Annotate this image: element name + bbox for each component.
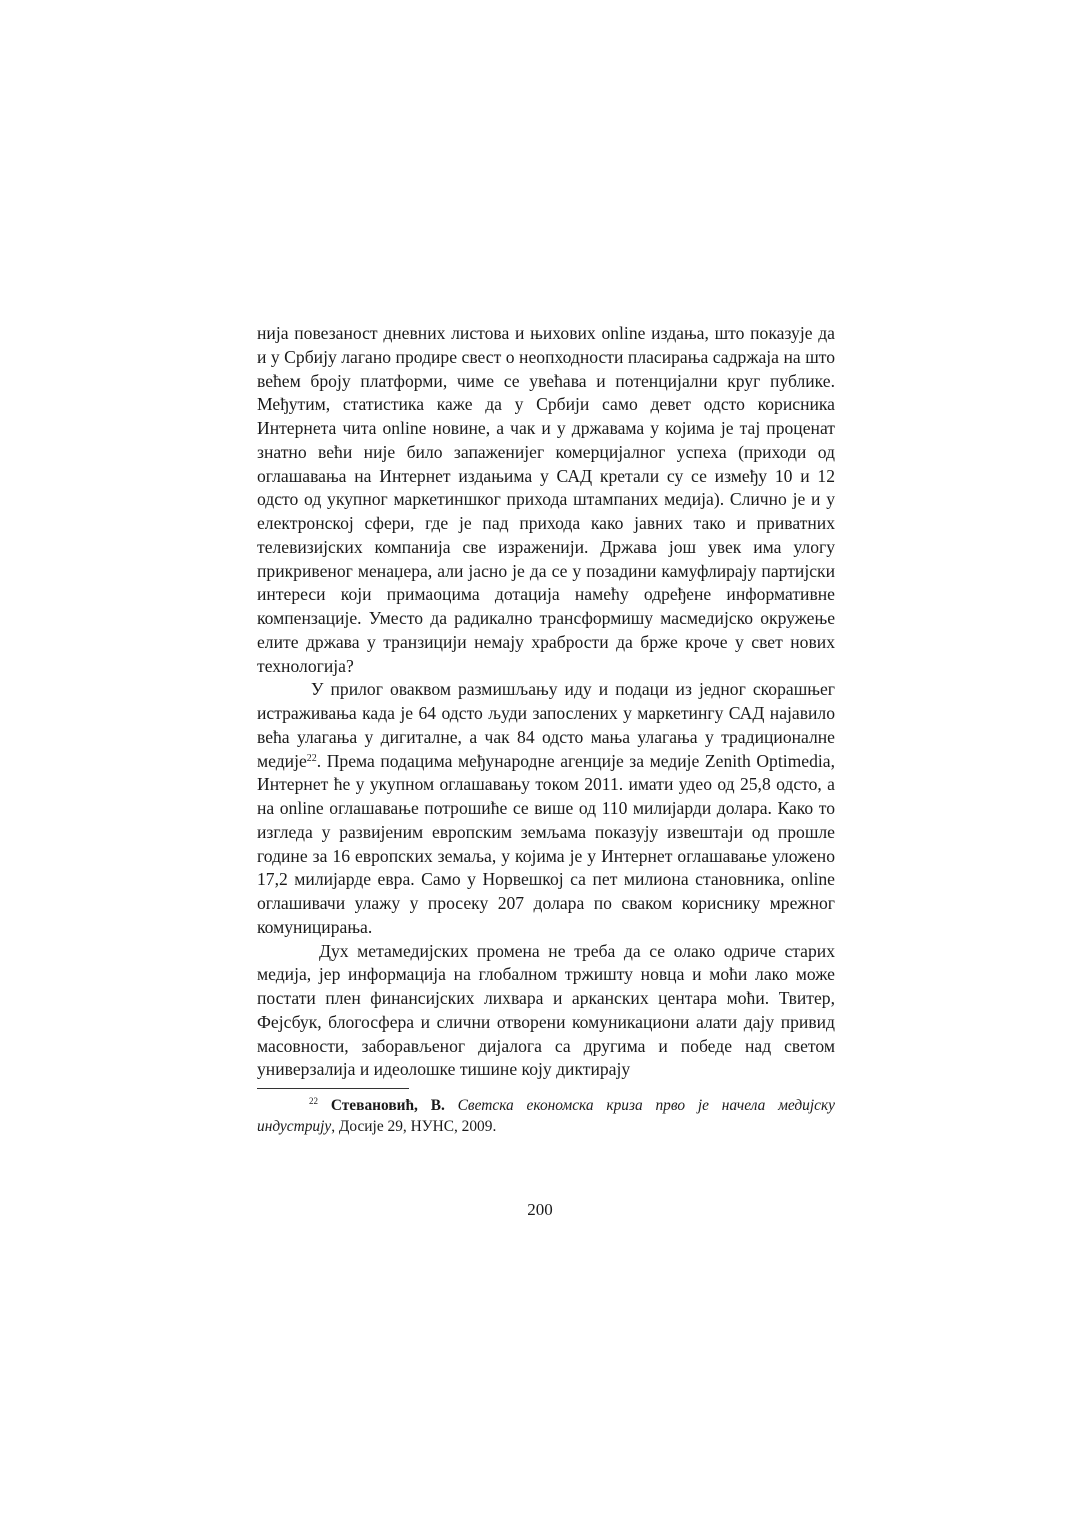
- paragraph-3: Дух метамедијских промена не треба да се олако одриче старих медија, јер информација на глобалном тржишту новца и моћи лако може постати плен финансијских лихвара и арканских центара моћи. Твитер, Фејсбук, блогосфера и слични отворени комуникациони алати дају привид масовности, заборављеног дијалога са другима и победе над светом универзалија и идеолошке тишине коју диктирају: [257, 940, 835, 1080]
- paragraph-2-text-b: . Према подацима међународне агенције за медије Zenith Optimedia, Интернет ће у укупном оглашавању током 2011. имати удео од 25,8 одсто, а на online оглашавање потрошиће се више од 110 милијарди долара. Како то изгледа у развијеним европским земљама показују извештаји од прошле године за 16 европских земаља, у којима је у Интернет оглашавање уложено 17,2 милијарде евра. Само у Норвешкој са пет милиона становника, online оглашивачи улажу у просеку 207 долара по сваком кориснику мрежног комуницирања.: [257, 750, 835, 937]
- footnote-author: Стевановић, В.: [330, 1097, 445, 1114]
- footnote-divider: [257, 1088, 409, 1089]
- paragraph-2-text-a: У прилог оваквом размишљању иду и подаци из једног скорашњег истраживања када је 64 одсто људи запослених у маркетингу САД најавило већа улагања у дигиталне, а чак 84 одсто мања улагања у традиционалне медије: [257, 679, 835, 771]
- footnote-number: 22: [309, 1096, 318, 1106]
- paragraph-2: [257, 678, 835, 939]
- paragraph-1: нија повезаност дневних листова и њихових online издања, што показује да и у Србију лагано продире свест о неопходности пласирања садржаја на што већем броју платформи, чиме се увећава и потенцијални круг публике. Међутим, статистика каже да у Србији само девет одсто корисника Интернета чита online новине, а чак и у државама у којима је тај проценат знатно већи није било запаженијег комерцијалног успеха (приходи од оглашавања на Интернет издањима у САД кретали су се између 10 и 12 одсто од укупног маркетиншког прихода штампаних медија). Слично је и у електронској сфери, где је пад прихода како јавних тако и приватних телевизијских компанија све израженији. Држава још увек има улогу прикривеног менаџера, али јасно је да се у позадини камуфлирају партијски интереси који примаоцима дотација намећу одређене информативне компензације. Уместо да радикално трансформишу масмедијско окружење елите држава у транзицији немају храбрости да брже кроче у свет нових технологија?: [257, 323, 835, 676]
- footnote-title: Светска економска криза прво је начела медијску индустрију: [257, 1097, 835, 1135]
- page-number: 200: [527, 1200, 553, 1219]
- page-body: [257, 322, 835, 1137]
- footnote-reference: 22: [306, 752, 317, 764]
- footnote-source: , Досије 29, НУНС, 2009.: [331, 1118, 497, 1135]
- footnote: [257, 1095, 835, 1137]
